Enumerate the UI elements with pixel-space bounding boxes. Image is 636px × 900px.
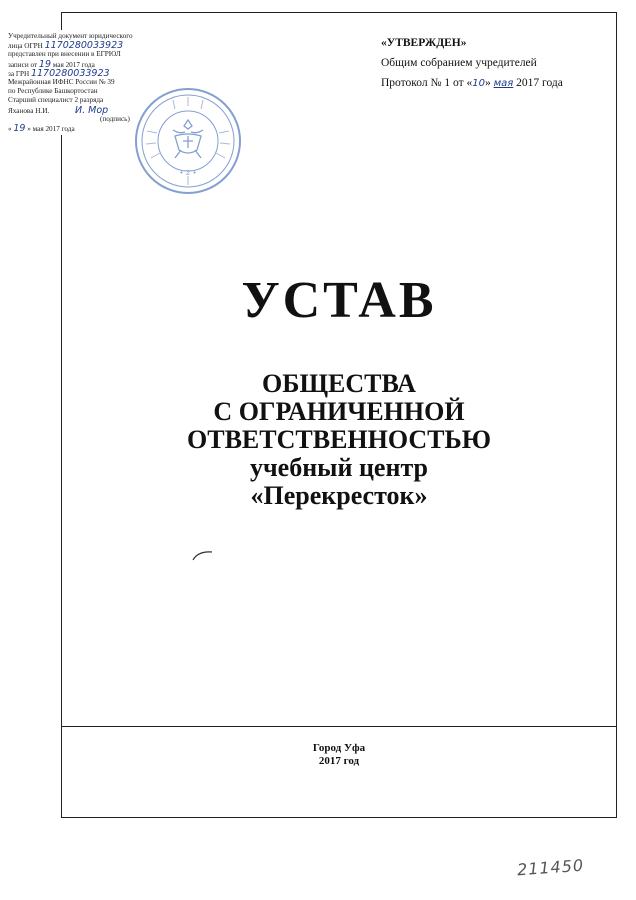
signature-handwritten: И. Мор bbox=[74, 104, 109, 116]
approval-block bbox=[381, 33, 611, 94]
grn-handwritten: 1170280033923 bbox=[30, 67, 110, 79]
pen-mark-icon bbox=[190, 550, 214, 562]
footer-divider bbox=[61, 726, 617, 727]
stamp-line: Учредительный документ юридического bbox=[8, 32, 133, 40]
stamp-line: за ГРН 1170280033923 bbox=[8, 67, 110, 79]
handwritten-note: 211450 bbox=[516, 855, 585, 880]
document-subtitle bbox=[61, 370, 617, 510]
tax-office-seal-icon bbox=[133, 86, 243, 196]
subtitle-line: «Перекресток» bbox=[250, 481, 428, 510]
ogrn-handwritten: 1170280033923 bbox=[44, 40, 124, 52]
stamp-line: (подпись) bbox=[100, 114, 130, 123]
sign-day-handwritten: 19 bbox=[13, 122, 26, 134]
stamp-line: Межрайонная ИФНС России № 39 bbox=[8, 77, 115, 86]
stamp-line: Старший специалист 2 разряда bbox=[8, 96, 104, 105]
subtitle-line: С ОГРАНИЧЕННОЙ bbox=[213, 397, 465, 426]
footer-city: Город Уфа bbox=[312, 742, 366, 754]
record-day-handwritten: 19 bbox=[38, 58, 51, 70]
stamp-line: лица ОГРН 1170280033923 bbox=[8, 40, 124, 52]
svg-text:• 2 •: • 2 • bbox=[179, 169, 197, 177]
stamp-line: Яханова Н.И. И. Мор bbox=[8, 104, 109, 116]
approval-body: Общим собранием учредителей bbox=[381, 57, 537, 69]
protocol-day-handwritten: 10 bbox=[472, 78, 485, 89]
stamp-line: представлен при внесении в ЕГРЮЛ bbox=[8, 50, 121, 59]
title-block bbox=[61, 270, 617, 510]
subtitle-line: ОБЩЕСТВА bbox=[262, 369, 416, 398]
subtitle-line: учебный центр bbox=[249, 453, 428, 482]
document-title: УСТАВ bbox=[241, 272, 437, 329]
stamp-line: записи от 19 мая 2017 года bbox=[8, 58, 95, 70]
footer-block bbox=[61, 742, 617, 768]
protocol-month-handwritten: мая bbox=[493, 78, 514, 89]
approval-title: «УТВЕРЖДЕН» bbox=[381, 37, 467, 49]
stamp-line: по Республике Башкортостан bbox=[8, 87, 98, 96]
stamp-line: « 19 » мая 2017 года bbox=[8, 122, 75, 134]
approval-protocol: Протокол № 1 от «10» мая 2017 года bbox=[381, 77, 563, 89]
footer-year: 2017 год bbox=[318, 755, 360, 767]
subtitle-line: ОТВЕТСТВЕННОСТЬЮ bbox=[187, 425, 491, 454]
